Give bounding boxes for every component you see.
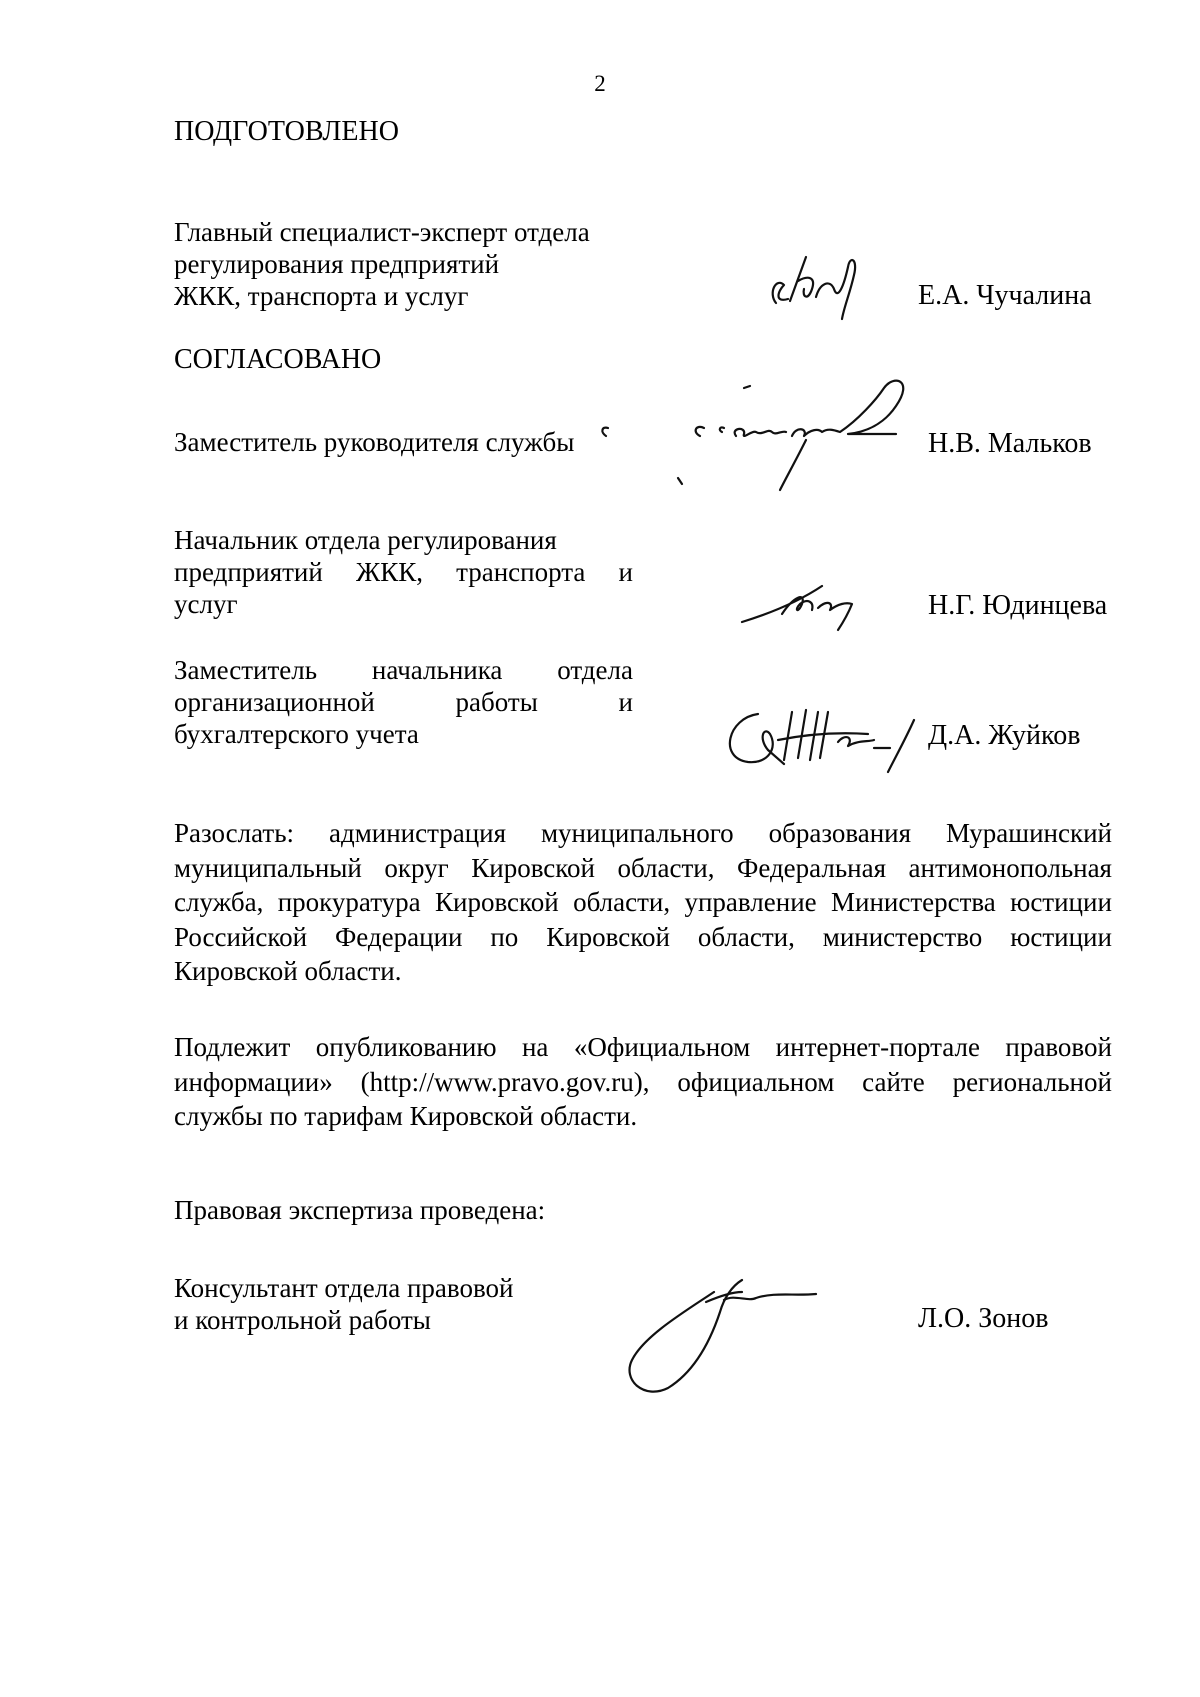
word: организационной bbox=[174, 687, 375, 717]
agreed-heading: СОГЛАСОВАНО bbox=[174, 344, 382, 375]
word: юстиции bbox=[1010, 921, 1112, 952]
position-line: ЖКК, транспорта и услуг bbox=[174, 281, 469, 311]
word: (http://www.pravo.gov.ru), bbox=[360, 1066, 650, 1097]
word: опубликованию bbox=[315, 1032, 497, 1062]
publication-paragraph bbox=[174, 1030, 1112, 1134]
word: по bbox=[490, 921, 519, 952]
word: министерство bbox=[822, 921, 983, 952]
paragraph-line bbox=[174, 885, 1112, 920]
word: правовой bbox=[1005, 1032, 1112, 1062]
word: Кировской bbox=[435, 887, 559, 917]
word: области, bbox=[617, 852, 715, 883]
word: администрация bbox=[328, 818, 507, 848]
prepared-position bbox=[174, 216, 590, 312]
word: Мурашинский bbox=[945, 818, 1112, 848]
word: муниципальный bbox=[174, 852, 362, 883]
signature-zonov bbox=[624, 1262, 844, 1402]
word: Кировской bbox=[546, 921, 670, 952]
signature-malkov bbox=[596, 370, 936, 500]
word: служба, bbox=[174, 887, 264, 917]
position-line: бухгалтерского учета bbox=[174, 719, 419, 749]
page-number: 2 bbox=[594, 71, 606, 96]
position-line: регулирования предприятий bbox=[174, 249, 500, 279]
word: ЖКК, bbox=[356, 557, 423, 587]
signature-zhuykov bbox=[718, 698, 938, 778]
paragraph-line bbox=[174, 920, 1112, 955]
legal-position bbox=[174, 1272, 513, 1336]
word: Федеральная bbox=[736, 852, 887, 883]
word: Разослать: bbox=[174, 818, 295, 848]
word: отдела bbox=[557, 655, 633, 685]
signer-position bbox=[174, 654, 633, 750]
paragraph-line bbox=[174, 816, 1112, 851]
signer-name: Л.О. Зонов bbox=[918, 1303, 1049, 1334]
word: интернет-портале bbox=[775, 1032, 980, 1062]
word: предприятий bbox=[174, 557, 323, 587]
paragraph-line: службы по тарифам Кировской области. bbox=[174, 1101, 638, 1131]
word: региональной bbox=[952, 1066, 1112, 1097]
word: Министерства bbox=[831, 887, 996, 917]
word: области, bbox=[697, 921, 795, 952]
position-line: Консультант отдела правовой bbox=[174, 1273, 514, 1303]
signer-name: Д.А. Жуйков bbox=[928, 720, 1081, 751]
position-line: и контрольной работы bbox=[174, 1305, 431, 1335]
word: и bbox=[618, 687, 633, 717]
word: области, bbox=[573, 887, 671, 917]
word: округ bbox=[384, 852, 449, 883]
word: прокуратура bbox=[277, 887, 421, 917]
word: и bbox=[618, 557, 633, 587]
prepared-heading: ПОДГОТОВЛЕНО bbox=[174, 116, 399, 147]
signature-chuchalina bbox=[758, 245, 878, 325]
word: начальника bbox=[371, 655, 503, 685]
word: сайте bbox=[862, 1066, 925, 1097]
signer-name: Е.А. Чучалина bbox=[918, 280, 1092, 311]
distribution-paragraph bbox=[174, 816, 1112, 989]
signer-position bbox=[174, 524, 633, 620]
word: Федерации bbox=[334, 921, 463, 952]
signer-name: Н.Г. Юдинцева bbox=[928, 590, 1108, 621]
paragraph-line bbox=[174, 1065, 1112, 1100]
word: антимонопольная bbox=[908, 852, 1112, 883]
word: образования bbox=[768, 818, 912, 848]
word: «Официальном bbox=[573, 1032, 751, 1062]
word: управление bbox=[684, 887, 817, 917]
position-line: услуг bbox=[174, 589, 238, 619]
signature-yudintseva bbox=[738, 574, 878, 634]
word: Подлежит bbox=[174, 1032, 291, 1062]
legal-heading: Правовая экспертиза проведена: bbox=[174, 1195, 546, 1225]
position-line: Начальник отдела регулирования bbox=[174, 525, 557, 555]
word: муниципального bbox=[540, 818, 734, 848]
position-line: Главный специалист-эксперт отдела bbox=[174, 217, 590, 247]
signer-position: Заместитель руководителя службы bbox=[174, 427, 575, 457]
word: Кировской bbox=[471, 852, 595, 883]
word: работы bbox=[455, 687, 538, 717]
word: Заместитель bbox=[174, 655, 318, 685]
word: информации» bbox=[174, 1066, 333, 1097]
word: юстиции bbox=[1010, 887, 1112, 917]
position-line bbox=[174, 686, 633, 718]
signer-name: Н.В. Мальков bbox=[928, 428, 1092, 459]
paragraph-line bbox=[174, 1030, 1112, 1065]
word: транспорта bbox=[456, 557, 586, 587]
word: официальном bbox=[677, 1066, 835, 1097]
paragraph-line: Кировской области. bbox=[174, 956, 402, 986]
word: на bbox=[521, 1032, 549, 1062]
paragraph-line bbox=[174, 851, 1112, 886]
position-line bbox=[174, 556, 633, 588]
word: Российской bbox=[174, 921, 308, 952]
position-line bbox=[174, 654, 633, 686]
